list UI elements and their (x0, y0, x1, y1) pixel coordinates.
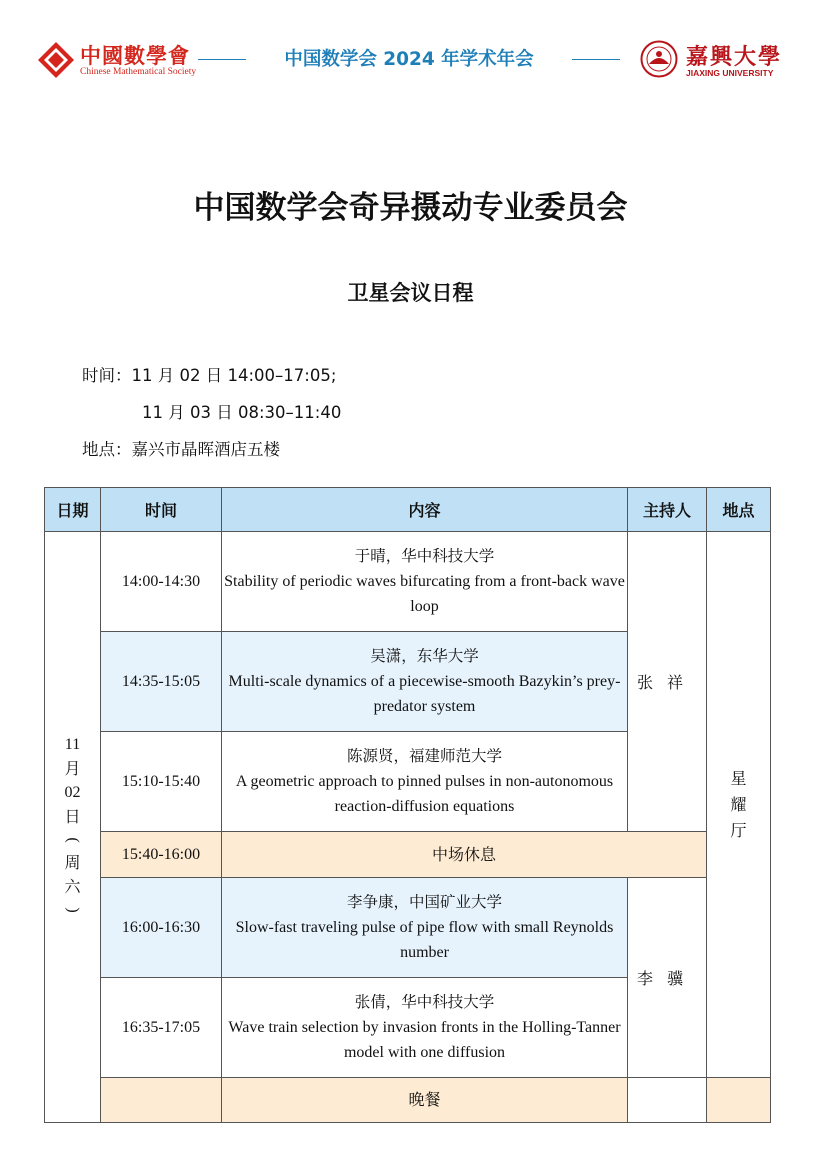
dinner-time (101, 1078, 222, 1123)
date-cell (45, 532, 101, 1123)
university-seal-icon (640, 40, 678, 78)
header-content: 内容 (222, 488, 628, 532)
talk-speaker: 于晴，华中科技大学 (354, 547, 495, 565)
place-char: 厅 (730, 820, 747, 840)
talk-time: 15:10-15:40 (101, 732, 222, 832)
host-cell: 张祥 (628, 532, 707, 832)
talk-time: 16:35-17:05 (101, 978, 222, 1078)
cms-name-en: Chinese Mathematical Society (80, 67, 197, 77)
cms-logo (38, 40, 197, 80)
page-header (0, 0, 821, 120)
header-place: 地点 (707, 488, 771, 532)
break-time: 15:40-16:00 (101, 832, 222, 878)
talk-speaker: 李争康，中国矿业大学 (346, 893, 502, 911)
date-char: 六 (64, 877, 81, 896)
talk-content (222, 632, 628, 732)
dinner-label-cell (222, 1078, 628, 1123)
talk-content (222, 532, 628, 632)
header-time: 时间 (101, 488, 222, 532)
header-host: 主持人 (628, 488, 707, 532)
header-date: 日期 (45, 488, 101, 532)
jiaxing-name-en: JIAXING UNIVERSITY (686, 68, 774, 78)
talk-title: Wave train selection by invasion fronts in the Holling-Tanner model with one diffusion (228, 1019, 621, 1061)
talk-content (222, 732, 628, 832)
date-char: 02 (64, 784, 81, 801)
talk-content (222, 878, 628, 978)
talk-title: Stability of periodic waves bifurcating from a front-back wave loop (224, 573, 625, 615)
dinner-label: 晚餐 (408, 1090, 441, 1109)
table-row (45, 532, 771, 632)
host-cell: 李骥 (628, 878, 707, 1078)
dinner-host (628, 1078, 707, 1123)
dinner-row (45, 1078, 771, 1123)
cms-name-cn: 中國數學會 (80, 43, 190, 68)
info-time-line-2: 11 月 03 日 08:30–11:40 (142, 403, 342, 422)
jiaxing-logo (640, 40, 783, 80)
talk-time: 16:00-16:30 (101, 878, 222, 978)
talk-speaker: 张倩，华中科技大学 (354, 993, 495, 1011)
date-char: 月 (64, 759, 81, 778)
date-char: ) (64, 907, 82, 913)
place-char: 星 (730, 768, 747, 788)
talk-title: A geometric approach to pinned pulses in non-autonomous reaction-diffusion equations (235, 773, 614, 815)
date-char: 周 (64, 853, 81, 872)
page-subtitle: 卫星会议日程 (347, 281, 474, 305)
talk-title: Slow-fast traveling pulse of pipe flow with small Reynolds number (235, 919, 614, 961)
page-title: 中国数学会奇异摄动专业委员会 (193, 190, 628, 226)
date-char: 日 (64, 807, 81, 826)
break-label: 中场休息 (431, 844, 496, 864)
talk-time: 14:35-15:05 (101, 632, 222, 732)
table-header-row (45, 488, 771, 532)
header-line-right (572, 59, 620, 60)
break-row (45, 832, 771, 878)
break-label-cell (222, 832, 707, 878)
conference-title: 中国数学会 2024 年学术年会 (284, 49, 534, 70)
talk-content (222, 978, 628, 1078)
dinner-place (707, 1078, 771, 1123)
date-char: 11 (64, 736, 81, 753)
header-line-left (198, 59, 246, 60)
cms-star-icon (38, 42, 74, 78)
place-cell (707, 532, 771, 1078)
jiaxing-name-cn: 嘉興大學 (686, 44, 783, 70)
talk-speaker: 吴潇，东华大学 (370, 647, 479, 665)
schedule-table (44, 487, 771, 1123)
info-time-line-1: 时间：11 月 02 日 14:00–17:05; (82, 366, 337, 385)
date-char: ( (64, 837, 82, 843)
talk-title: Multi-scale dynamics of a piecewise-smooth Bazykin’s prey-predator system (228, 673, 621, 715)
talk-speaker: 陈源贤，福建师范大学 (346, 747, 502, 765)
place-char: 耀 (730, 794, 747, 814)
info-location: 地点：嘉兴市晶晖酒店五楼 (82, 440, 280, 459)
talk-time: 14:00-14:30 (101, 532, 222, 632)
table-row (45, 878, 771, 978)
